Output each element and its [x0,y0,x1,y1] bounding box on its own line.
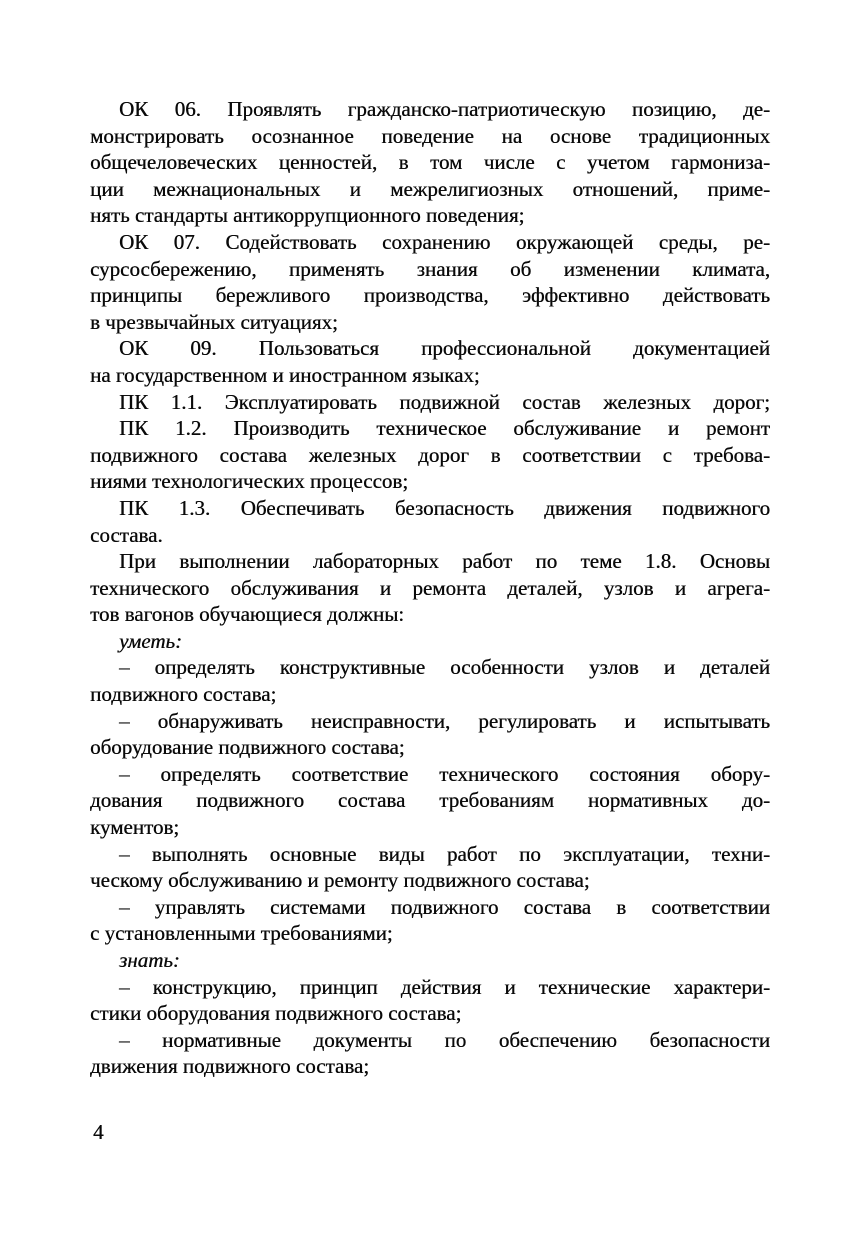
text-line: тов вагонов обучающиеся должны: [90,602,405,627]
heading-znat [90,947,770,974]
text-line: ОК 07. Содействовать сохранению окружающей среды, ре- [119,229,770,254]
paragraph-pk-1-2 [90,415,770,495]
text-line: – выполнять основные виды работ по эксплуатации, техни- [119,841,770,866]
paragraph-ok-07 [90,229,770,335]
text-line: в чрезвычайных ситуациях; [90,309,338,334]
text-line: монстрировать осознанное поведение на основе традиционных [90,123,770,148]
text-line: – нормативные документы по обеспечению безопасности [119,1027,770,1052]
text-line: – определять соответствие технического состояния обору- [119,761,770,786]
list-item-know-2 [90,1027,770,1080]
text-line: – управлять системами подвижного состава в соответствии [119,894,770,919]
text-line: – конструкцию, принцип действия и технические характери- [119,974,770,999]
text-line: ции межнациональных и межрелигиозных отношений, приме- [90,176,770,201]
text-line: ниями технологических процессов; [90,469,409,494]
text-line: подвижного состава; [90,682,277,707]
text-line: ПК 1.2. Производить техническое обслуживание и ремонт [119,416,770,441]
list-item-skill-4 [90,841,770,894]
text-line: уметь: [119,628,182,653]
text-line: ОК 06. Проявлять гражданско-патриотическую позицию, де- [119,97,770,121]
text-line: общечеловеческих ценностей, в том числе с учетом гармониза- [90,150,770,175]
text-line: При выполнении лабораторных работ по теме 1.8. Основы [119,549,770,574]
text-line: принципы бережливого производства, эффективно действовать [90,283,770,308]
list-item-know-1 [90,974,770,1027]
text-line: на государственном и иностранном языках; [90,362,480,387]
paragraph-ok-06 [90,96,770,229]
text-line: дования подвижного состава требованиям нормативных до- [90,788,770,813]
text-line: подвижного состава железных дорог в соответствии с требова- [90,442,770,467]
list-item-skill-1 [90,654,770,707]
text-line: стики оборудования подвижного состава; [90,1001,462,1026]
text-line: знать: [119,948,180,972]
heading-umet [90,628,770,655]
text-line: оборудование подвижного состава; [90,735,405,760]
text-line: состава. [90,522,163,547]
text-line: нять стандарты антикоррупционного поведения; [90,203,525,228]
text-line: технического обслуживания и ремонта деталей, узлов и агрега- [90,575,770,600]
list-item-skill-5 [90,894,770,947]
text-line: – определять конструктивные особенности узлов и деталей [119,655,770,680]
page-text [90,96,770,1080]
text-line: кументов; [90,815,180,840]
paragraph-ok-09 [90,335,770,388]
page-number: 4 [93,1120,104,1144]
text-line: – обнаруживать неисправности, регулировать и испытывать [119,708,770,733]
text-line: ОК 09. Пользоваться профессиональной документацией [119,336,770,361]
text-line: ПК 1.3. Обеспечивать безопасность движения подвижного [119,495,770,520]
text-line: сурсосбережению, применять знания об изменении климата, [90,256,770,281]
text-line: движения подвижного состава; [90,1054,370,1079]
list-item-skill-3 [90,761,770,841]
list-item-skill-2 [90,708,770,761]
text-line: ческому обслуживанию и ремонту подвижного состава; [90,868,590,893]
paragraph-pk-1-1 [90,389,770,416]
text-line: с установленными требованиями; [90,921,393,946]
paragraph-pk-1-3 [90,495,770,548]
paragraph-lab-works-intro [90,548,770,628]
text-line: ПК 1.1. Эксплуатировать подвижной состав железных дорог; [119,389,770,414]
